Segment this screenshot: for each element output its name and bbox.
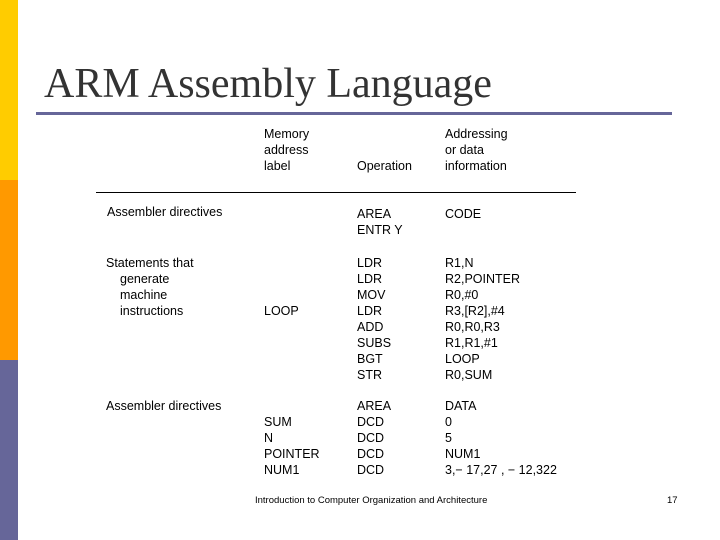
accent-bar-purple	[0, 360, 18, 540]
label-cell: N	[264, 431, 274, 445]
operation-cell: LDR	[357, 256, 383, 270]
operand-cell: DATA	[445, 399, 477, 413]
description-line: generate	[120, 272, 170, 286]
row3-description: Assembler directives	[106, 399, 222, 413]
header-operation: Operation	[357, 159, 412, 173]
operation-cell: DCD	[357, 415, 385, 429]
title-underline	[36, 112, 672, 115]
row1-operations	[357, 206, 403, 238]
description-line: machine	[120, 288, 168, 302]
header-label-line: label	[264, 159, 291, 173]
header-addressing-column	[445, 126, 508, 174]
row2-label: LOOP	[264, 304, 299, 318]
operation-cell: MOV	[357, 288, 386, 302]
accent-bar-orange	[0, 180, 18, 360]
header-addressing-line: information	[445, 159, 507, 173]
operand-cell: R3,[R2],#4	[445, 304, 505, 318]
row2-operations	[357, 255, 391, 383]
operation-cell: AREA	[357, 399, 392, 413]
header-label-line: Memory	[264, 127, 310, 141]
operation-cell: SUBS	[357, 336, 392, 350]
operand-cell: LOOP	[445, 352, 480, 366]
header-label-line: address	[264, 143, 309, 157]
label-cell: SUM	[264, 415, 292, 429]
description-line: instructions	[120, 304, 184, 318]
accent-bar-yellow	[0, 0, 18, 180]
page-number: 17	[667, 495, 678, 506]
operand-cell: R2,POINTER	[445, 272, 521, 286]
operation-cell: ADD	[357, 320, 384, 334]
operation-cell: BGT	[357, 352, 383, 366]
description-line: Statements that	[106, 256, 194, 270]
operand-cell: R0,SUM	[445, 368, 493, 382]
row1-description: Assembler directives	[107, 205, 223, 219]
label-cell: NUM1	[264, 463, 300, 477]
operation-cell: LDR	[357, 272, 383, 286]
operand-cell: CODE	[445, 207, 482, 221]
operation-cell: LDR	[357, 304, 383, 318]
operation-cell: DCD	[357, 447, 385, 461]
operation-cell: AREA	[357, 207, 392, 221]
operation-cell: STR	[357, 368, 382, 382]
operation-cell: ENTR Y	[357, 223, 403, 237]
operation-cell: DCD	[357, 431, 385, 445]
operation-cell: DCD	[357, 463, 385, 477]
header-divider	[96, 192, 576, 193]
slide-footer: Introduction to Computer Organization and Architecture	[255, 495, 488, 506]
row3-operations	[357, 398, 391, 478]
operand-cell: R1,R1,#1	[445, 336, 498, 350]
row2-description	[106, 255, 194, 319]
operand-cell: 0	[445, 415, 452, 429]
slide-title: ARM Assembly Language	[44, 61, 492, 107]
operand-cell: R0,#0	[445, 288, 479, 302]
label-cell: POINTER	[264, 447, 320, 461]
header-label-column	[264, 126, 309, 174]
row3-operands	[445, 398, 557, 478]
operand-cell: NUM1	[445, 447, 481, 461]
row2-operands	[445, 255, 520, 383]
operand-cell: R0,R0,R3	[445, 320, 500, 334]
header-addressing-line: Addressing	[445, 127, 508, 141]
operand-cell: 5	[445, 431, 452, 445]
operand-cell: 3,− 17,27 , − 12,322	[445, 463, 557, 477]
operand-cell: R1,N	[445, 256, 474, 270]
row3-labels	[264, 414, 320, 478]
row1-operands	[445, 206, 481, 222]
header-addressing-line: or data	[445, 143, 484, 157]
